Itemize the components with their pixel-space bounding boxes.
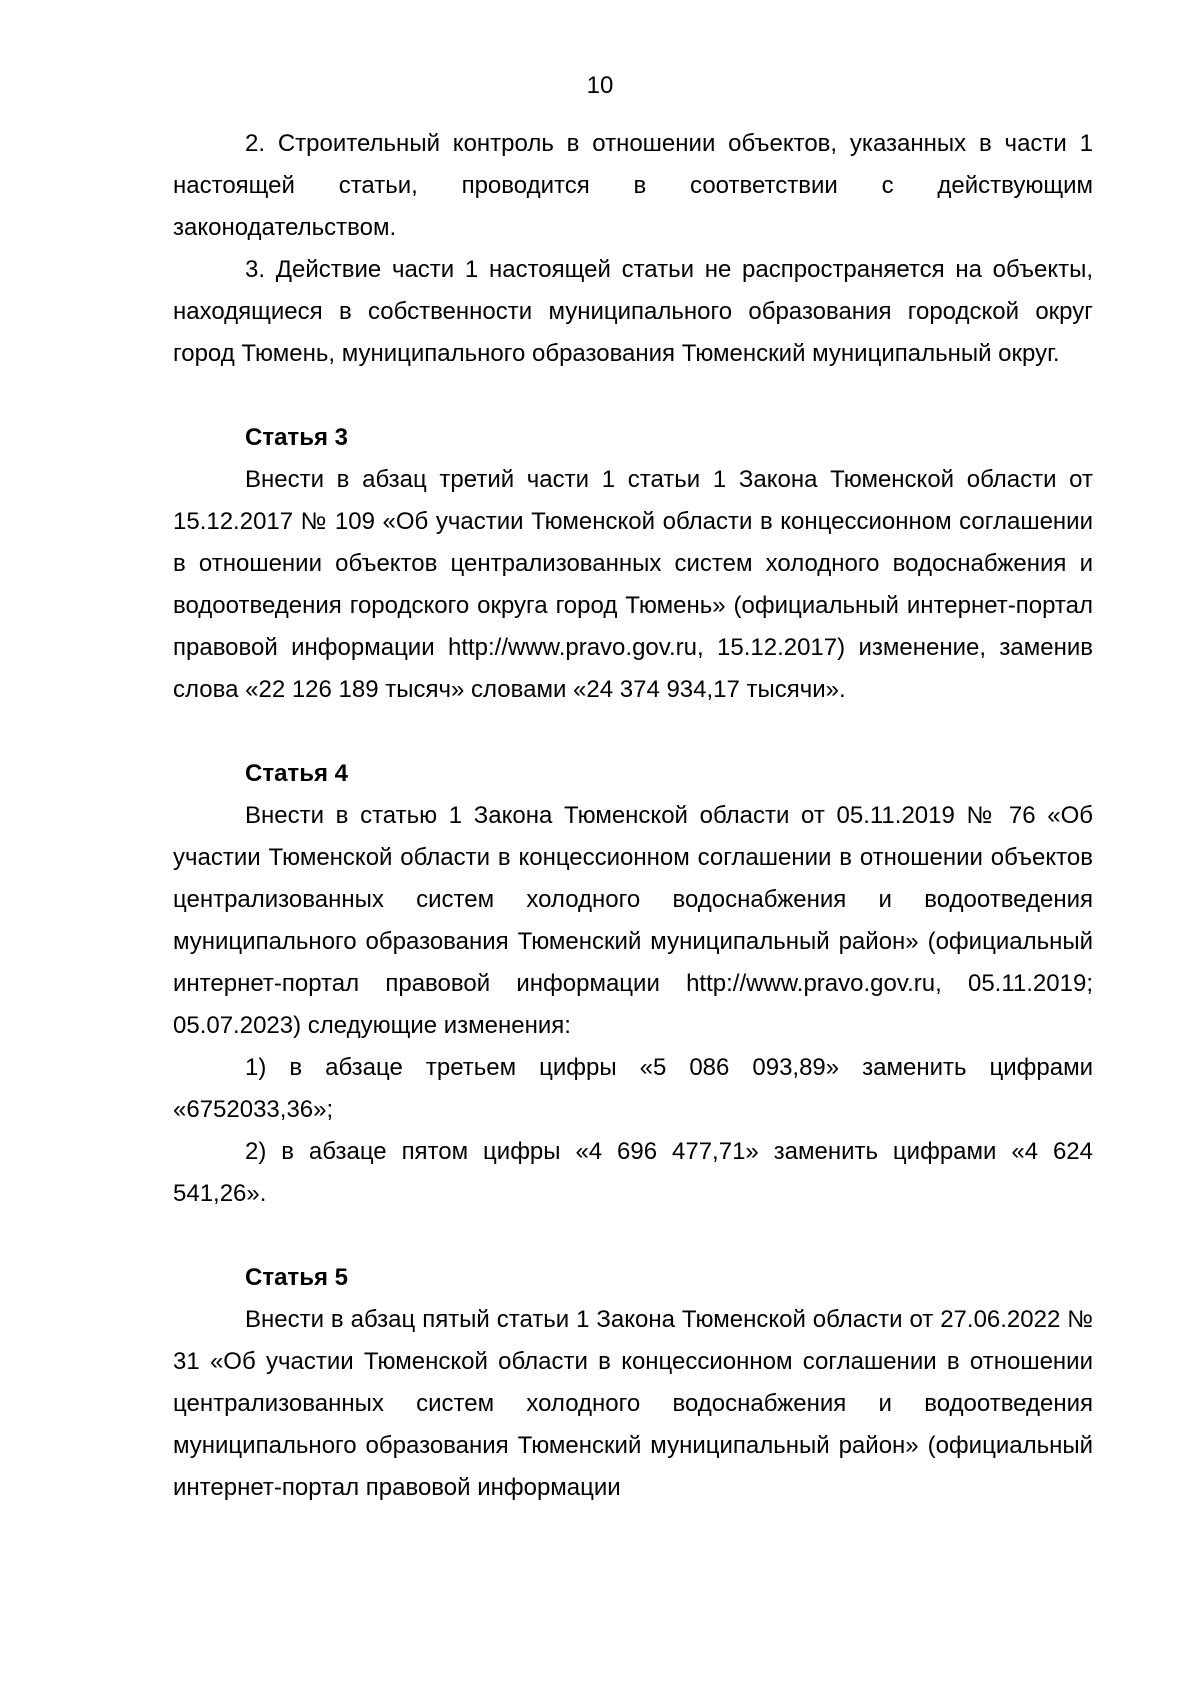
document-body xyxy=(173,123,1093,1509)
paragraph-article2-part2: 2. Строительный контроль в отношении объектов, указанных в части 1 настоящей статьи, проводится в соответствии с действующим законодательством. xyxy=(173,130,1093,241)
section-spacer xyxy=(173,711,1093,753)
heading-article-4: Статья 4 xyxy=(245,760,348,787)
paragraph-article2-part3: 3. Действие части 1 настоящей статьи не распространяется на объекты, находящиеся в собственности муниципального образования городской округ город Тюмень, муниципального образования Тюменский муниципальный округ. xyxy=(173,256,1093,367)
paragraph-article4-item2: 2) в абзаце пятом цифры «4 696 477,71» заменить цифрами «4 624 541,26». xyxy=(173,1138,1093,1207)
paragraph-article3: Внести в абзац третий части 1 статьи 1 Закона Тюменской области от 15.12.2017 № 109 «Об участии Тюменской области в концессионном соглашении в отношении объектов централизованных систем холодного водоснабжения и водоотведения городского округа город Тюмень» (официальный интернет-портал правовой информации http://www.pravo.gov.ru, 15.12.2017) изменение, заменив слова «22 126 189 тысяч» словами «24 374 934,17 тысячи». xyxy=(173,466,1093,703)
paragraph-article4-item1: 1) в абзаце третьем цифры «5 086 093,89» заменить цифрами «6752033,36»; xyxy=(173,1054,1093,1123)
page-number: 10 xyxy=(586,72,614,99)
paragraph-article5: Внести в абзац пятый статьи 1 Закона Тюменской области от 27.06.2022 № 31 «Об участии Тюменской области в концессионном соглашении в отношении централизованных систем холодного водоснабжения и водоотведения муниципального образования Тюменский муниципальный район» (официальный интернет-портал правовой информации xyxy=(173,1306,1093,1501)
heading-article-5: Статья 5 xyxy=(245,1264,348,1291)
heading-article-3: Статья 3 xyxy=(245,424,348,451)
paragraph-article4-intro: Внести в статью 1 Закона Тюменской области от 05.11.2019 № 76 «Об участии Тюменской области в концессионном соглашении в отношении объектов централизованных систем холодного водоснабжения и водоотведения муниципального образования Тюменский муниципальный район» (официальный интернет-портал правовой информации http://www.pravo.gov.ru, 05.11.2019; 05.07.2023) следующие изменения: xyxy=(173,802,1093,1039)
section-spacer xyxy=(173,1215,1093,1257)
section-spacer xyxy=(173,375,1093,417)
